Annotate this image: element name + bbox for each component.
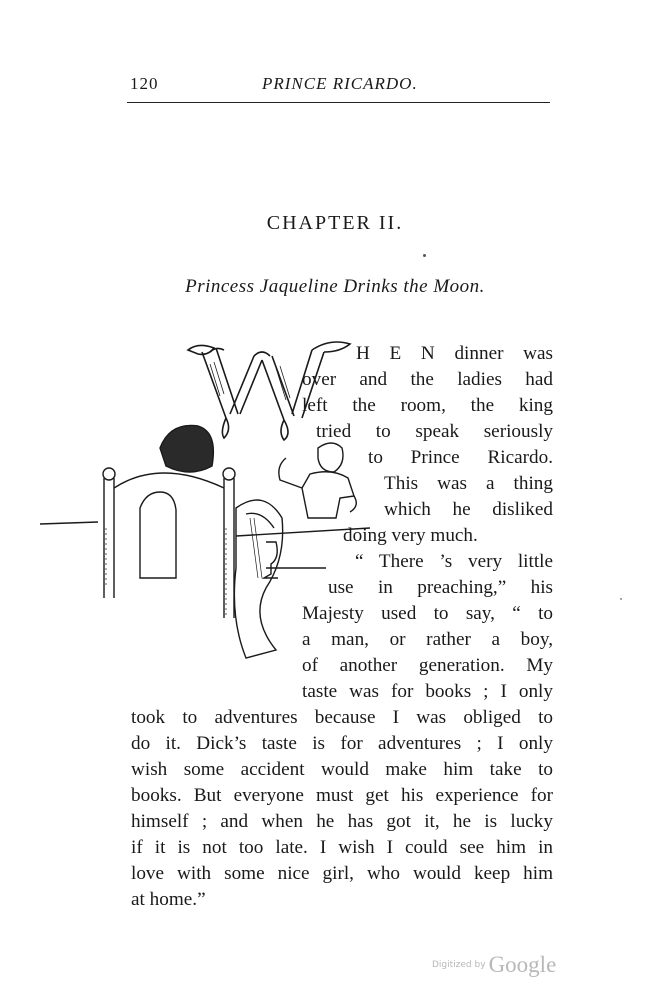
text-line: to Prince Ricardo. bbox=[368, 447, 553, 468]
watermark-prefix: Digitized by bbox=[432, 960, 486, 970]
text-line: Majesty used to say, “ to bbox=[302, 603, 553, 624]
text-line: himself ; and when he has got it, he is lucky bbox=[131, 811, 553, 832]
page-number: 120 bbox=[130, 74, 159, 93]
text-line: if it is not too late. I wish I could see him in bbox=[131, 837, 553, 858]
text-line: left the room, the king bbox=[302, 395, 553, 416]
header-rule bbox=[127, 102, 550, 103]
print-speck bbox=[620, 598, 622, 600]
digitized-watermark bbox=[432, 952, 556, 978]
running-title: PRINCE RICARDO. bbox=[262, 74, 418, 93]
chapter-heading: CHAPTER II. bbox=[266, 212, 404, 234]
google-logo: Google bbox=[488, 952, 557, 977]
text-line: love with some nice girl, who would keep him bbox=[131, 863, 553, 884]
text-line: tried to speak seriously bbox=[316, 421, 553, 442]
text-line: This was a thing bbox=[384, 473, 553, 494]
text-line: wish some accident would make him take to bbox=[131, 759, 553, 780]
print-speck bbox=[423, 254, 426, 257]
text-line: books. But everyone must get his experience for bbox=[131, 785, 553, 806]
text-line: a man, or rather a boy, bbox=[302, 629, 553, 650]
text-line: of another generation. My bbox=[302, 655, 553, 676]
text-line: H E N dinner was bbox=[356, 343, 553, 364]
text-line: took to adventures because I was obliged to bbox=[131, 707, 553, 728]
text-line: doing very much. bbox=[343, 525, 478, 546]
running-header bbox=[130, 74, 550, 98]
text-line: over and the ladies had bbox=[302, 369, 553, 390]
text-line: which he disliked bbox=[384, 499, 553, 520]
text-line: at home.” bbox=[131, 889, 206, 910]
text-line: “ There ’s very little bbox=[355, 551, 553, 572]
text-line: use in preaching,” his bbox=[328, 577, 553, 598]
text-line: taste was for books ; I only bbox=[302, 681, 553, 702]
text-line: do it. Dick’s taste is for adventures ; I only bbox=[131, 733, 553, 754]
chapter-title: Princess Jaqueline Drinks the Moon. bbox=[185, 276, 485, 297]
